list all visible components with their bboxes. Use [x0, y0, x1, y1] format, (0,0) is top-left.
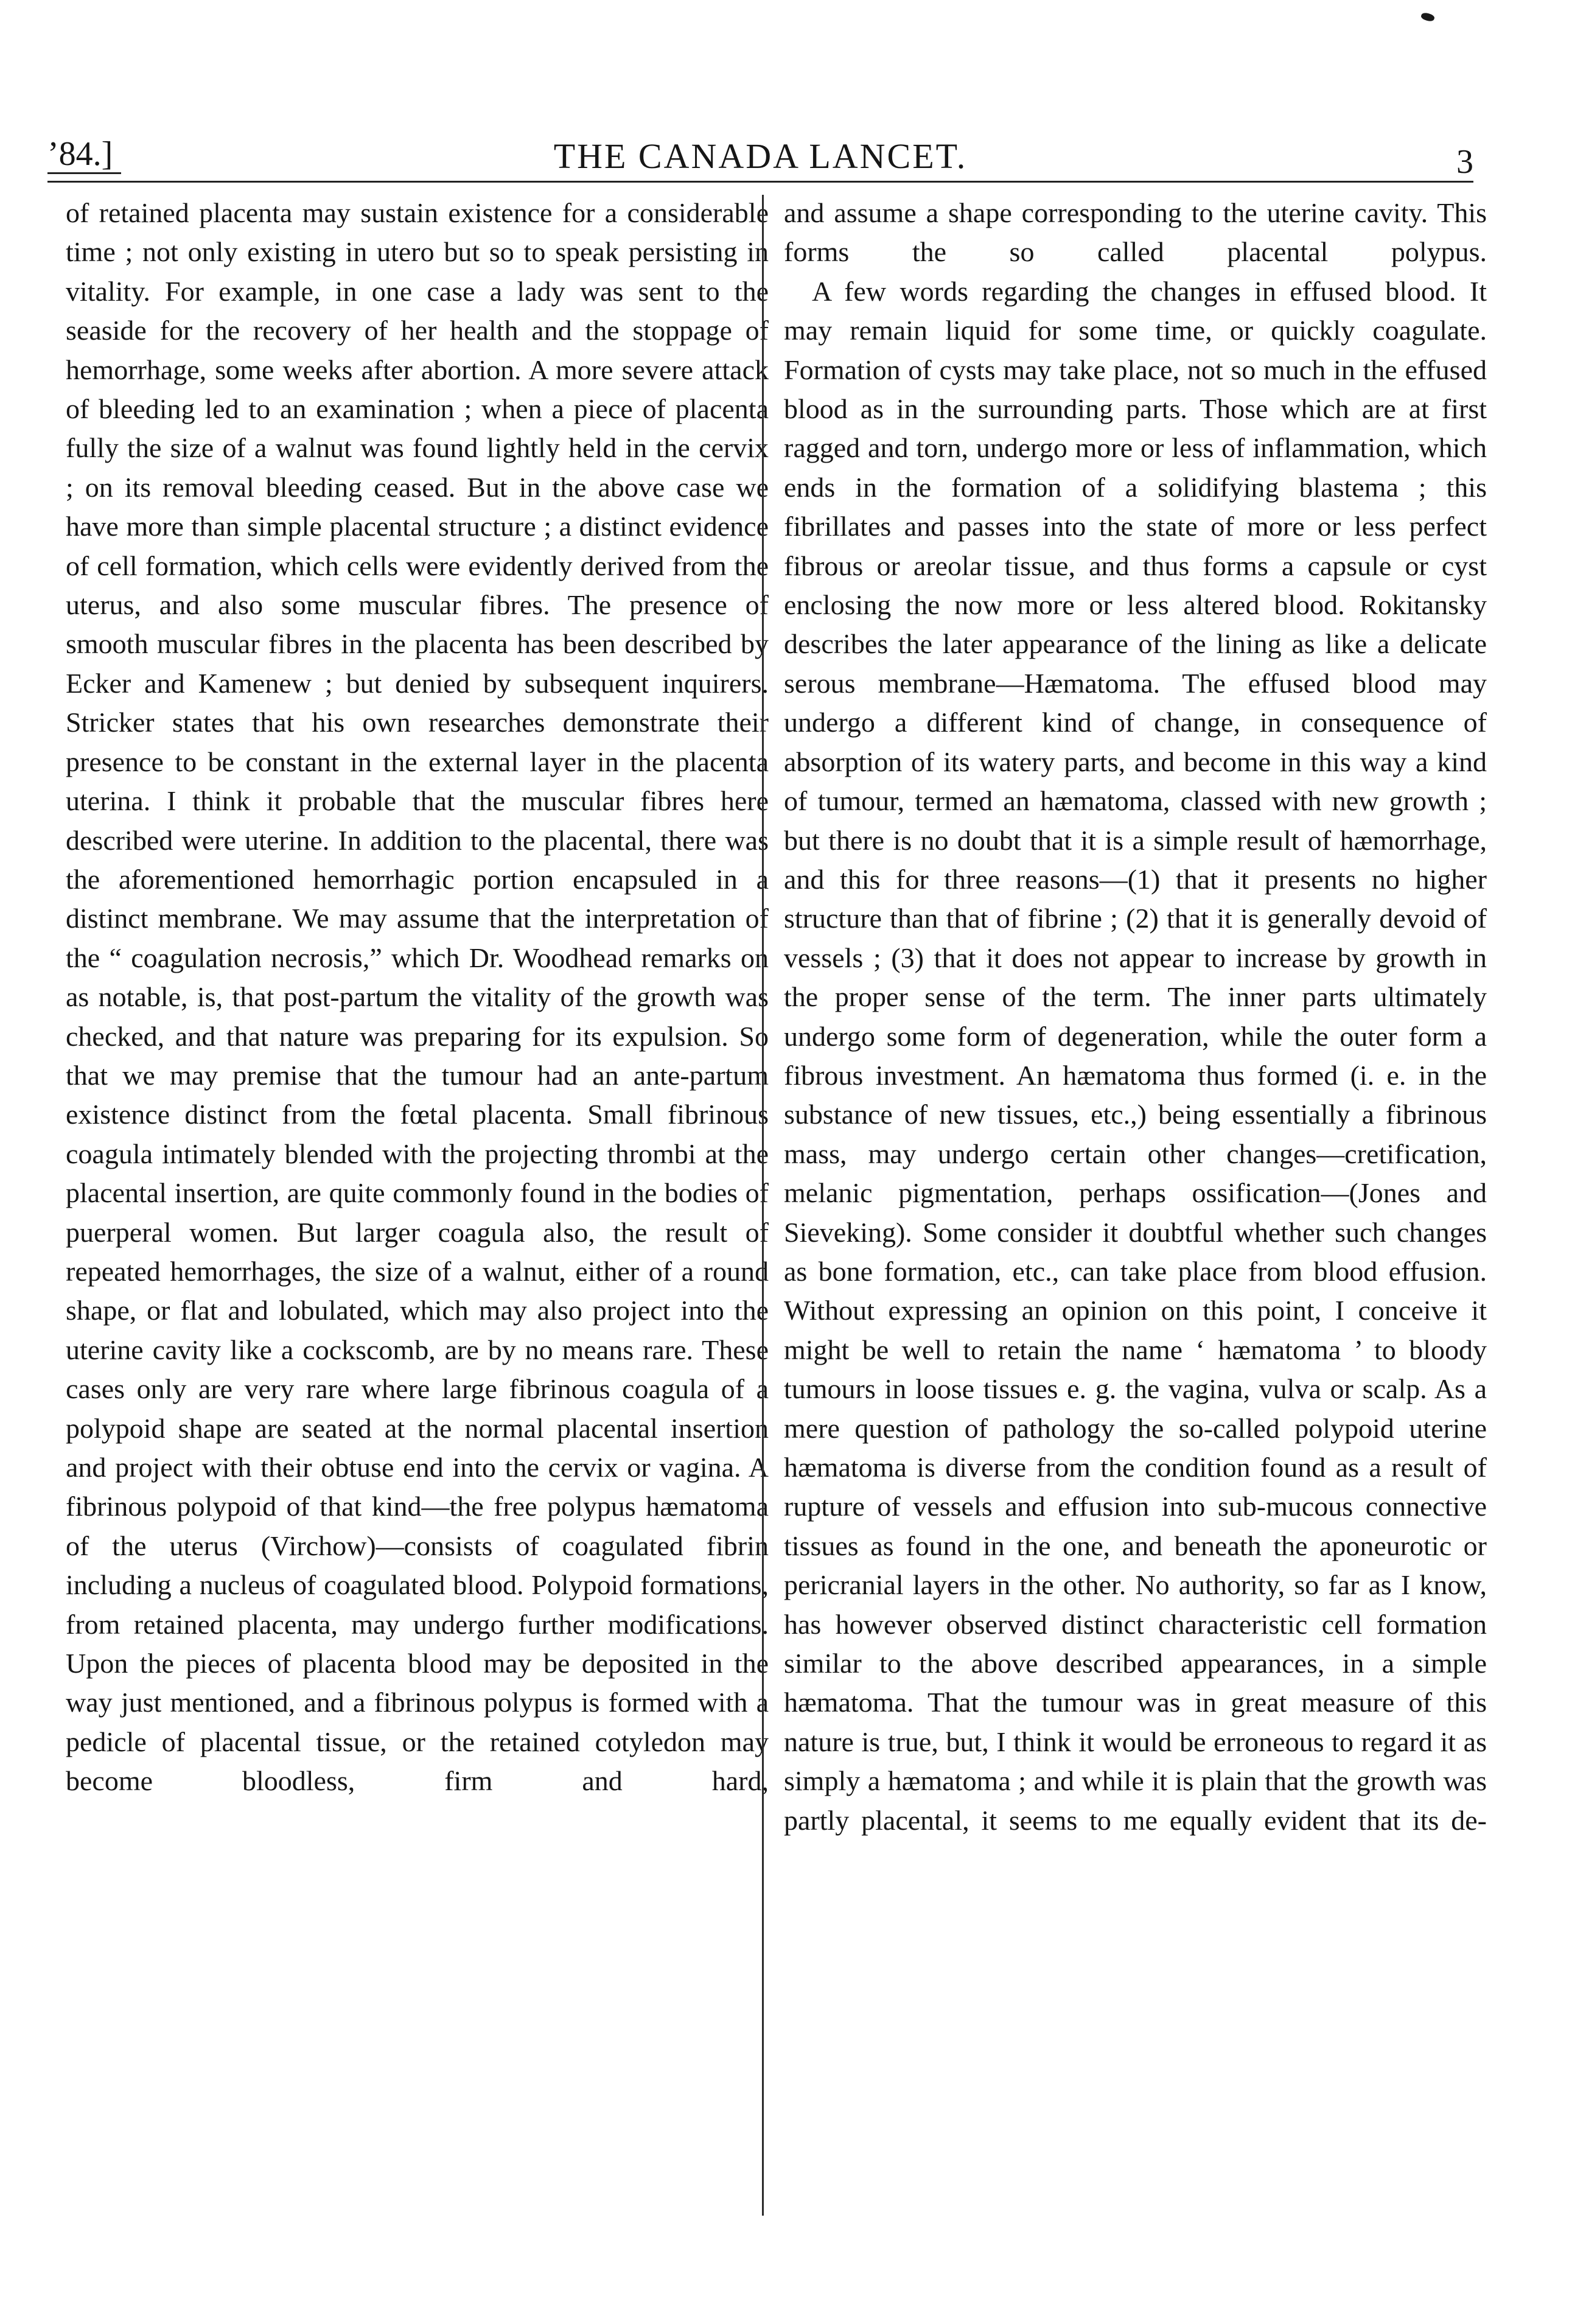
header-rule — [47, 181, 1473, 183]
page-number: 3 — [1456, 143, 1473, 181]
left-column-text: of retained placenta may sustain existence for a considerable time ; not only existing in utero but so to speak persisting in vitality. For example, in one case a lady was sent to the seaside for the recovery of her health and the stoppage of hemorrhage, some weeks after abortion. A more severe attack of bleeding led to an examination ; when a piece of placenta fully the size of a walnut was found lightly held in the cervix ; on its removal bleeding ceased. But in the above case we have more than simple placental structure ; a distinct evidence of cell formation, which cells were evidently derived from the uterus, and also some muscular fibres. The presence of smooth muscular fibres in the placenta has been described by Ecker and Kamenew ; but denied by subsequent inquirers. Stricker states that his own researches demonstrate their presence to be constant in the external layer in the placenta uterina. I think it probable that the muscular fibres here described were uterine. In addition to the placental, there was the aforementioned hemorrhagic portion encapsuled in a distinct membrane. We may assume that the interpretation of the “ coagulation necrosis,” which Dr. Woodhead remarks on as notable, is, that post-partum the vitality of the growth was checked, and that nature was preparing for its expulsion. So that we may premise that the tumour had an ante-partum existence distinct from the fœtal placenta. Small fibrinous coagula intimately blended with the projecting thrombi at the placental insertion, are quite commonly found in the bodies of puerperal women. But larger coagula also, the result of repeated hemorrhages, the size of a walnut, either of a round shape, or flat and lobulated, which may also project into the uterine cavity like a cockscomb, are by no means rare. These cases only are very rare where large fibrinous coagula of a polypoid shape are seated at the normal placental insertion and project with their obtuse end into the cervix or vagina. A fibrinous polypoid of that kind—the free polypus hæmatoma of the uterus (Virchow)—consists of coagulated fibrin including a nucleus of coagulated blood. Polypoid formations, from retained placenta, may undergo further modifications. Upon the pieces of placenta blood may be deposited in the way just mentioned, and a fibrinous polypus is formed with a pedicle of placental tissue, or the retained cotyledon may become bloodless, firm and hard, — [66, 197, 769, 1797]
journal-title: THE CANADA LANCET. — [553, 136, 968, 176]
right-column-paragraph-2: A few words regarding the changes in effused blood. It may remain liquid for some time, or quickly coagulate. Formation of cysts may take place, not so much in the effused blood as in the surrounding parts. Those which are at first ragged and torn, undergo more or less of inflammation, which ends in the formation of a solidifying blastema ; this fibrillates and passes into the state of more or less perfect fibrous or areolar tissue, and thus forms a capsule or cyst enclosing the now more or less altered blood. Rokitansky describes the later appearance of the lining as like a delicate serous membrane—Hæmatoma. The effused blood may undergo a different kind of change, in consequence of absorption of its watery parts, and become in this way a kind of tumour, termed an hæmatoma, classed with new growth ; but there is no doubt that it is a simple result of hæmorrhage, and this for three reasons—(1) that it presents no higher structure than that of fibrine ; (2) that it is generally devoid of vessels ; (3) that it does not appear to increase by growth in the proper sense of the term. The inner parts ultimately undergo some form of degeneration, while the outer form a fibrous investment. An hæmatoma thus formed (i. e. in the substance of new tissues, etc.,) being essentially a fibrinous mass, may undergo certain other changes—cretification, melanic pigmentation, perhaps ossification—(Jones and Sieveking). Some consider it doubtful whether such changes as bone formation, etc., can take place from blood effusion. Without expressing an opinion on this point, I conceive it might be well to retain the name ‘ hæmatoma ’ to bloody tumours in loose tissues e. g. the vagina, vulva or scalp. As a mere question of pathology the so-called polypoid uterine hæmatoma is diverse from the condition found as a result of rupture of vessels and effusion into sub-mucous connective tissues as found in the one, and beneath the aponeurotic or pericranial layers in the other. No authority, so far as I know, has however observed distinct characteristic cell formation similar to the above described appearances, in a simple hæmatoma. That the tumour was in great measure of this nature is true, but, I think it would be erroneous to regard it as simply a hæmatoma ; and while it is plain that the growth was partly placental, it seems to me equally evident that its de- — [784, 275, 1487, 1836]
header-issue-year: ’84.] — [47, 137, 121, 174]
page-header — [47, 122, 1473, 183]
left-column — [66, 194, 769, 2208]
right-column — [784, 194, 1487, 2208]
column-divider — [762, 195, 764, 2216]
ink-mark — [1420, 12, 1436, 23]
right-column-paragraph-1: and assume a shape corresponding to the uterine cavity. This forms the so called placental polypus. — [784, 197, 1487, 268]
